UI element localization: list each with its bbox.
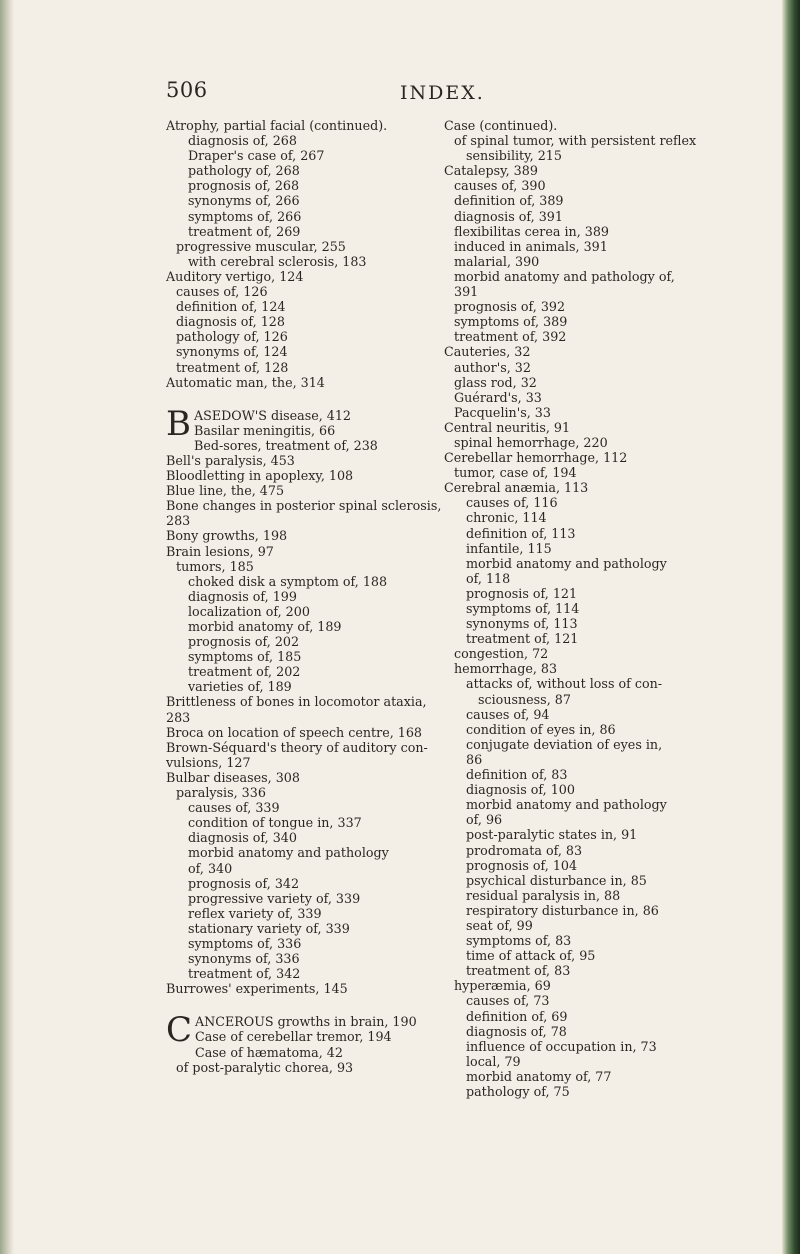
index-entry: hemorrhage, 83 bbox=[454, 661, 558, 677]
index-entry: influence of occupation in, 73 bbox=[466, 1038, 657, 1054]
index-entry: treatment of, 202 bbox=[188, 664, 301, 680]
index-entry: Bed-sores, treatment of, 238 bbox=[194, 437, 378, 453]
index-entry: Basilar meningitis, 66 bbox=[194, 422, 336, 438]
drop-cap: B bbox=[166, 403, 191, 444]
index-entry: flexibilitas cerea in, 389 bbox=[454, 223, 609, 239]
index-entry: causes of, 94 bbox=[466, 706, 550, 722]
index-entry: of, 118 bbox=[466, 570, 511, 586]
index-entry: stationary variety of, 339 bbox=[188, 920, 350, 936]
index-column-left bbox=[166, 118, 442, 1075]
index-entry: spinal hemorrhage, 220 bbox=[454, 434, 608, 450]
index-entry: Atrophy, partial facial (continued). bbox=[166, 118, 388, 133]
index-entry: diagnosis of, 391 bbox=[454, 208, 563, 224]
index-entry: definition of, 124 bbox=[176, 299, 286, 315]
index-entry: localization of, 200 bbox=[188, 603, 310, 619]
index-entry: prognosis of, 268 bbox=[188, 178, 300, 194]
index-entry: treatment of, 121 bbox=[466, 631, 579, 647]
index-entry: diagnosis of, 100 bbox=[466, 782, 575, 798]
index-entry: paralysis, 336 bbox=[176, 785, 266, 801]
index-entry: Cerebellar hemorrhage, 112 bbox=[444, 450, 628, 466]
index-entry: prognosis of, 202 bbox=[188, 634, 300, 650]
index-entry: conjugate deviation of eyes in, bbox=[466, 736, 663, 752]
index-entry: diagnosis of, 268 bbox=[188, 133, 297, 149]
index-entry: Draper's case of, 267 bbox=[188, 148, 325, 164]
index-entry: symptoms of, 114 bbox=[466, 601, 580, 616]
index-entry: causes of, 73 bbox=[466, 993, 550, 1009]
index-entry: treatment of, 342 bbox=[188, 966, 301, 982]
index-entry: Case of hæmatoma, 42 bbox=[195, 1044, 343, 1060]
index-entry: condition of tongue in, 337 bbox=[188, 815, 362, 831]
index-entry: morbid anatomy of, 77 bbox=[466, 1068, 612, 1084]
drop-cap: C bbox=[166, 1010, 193, 1051]
index-entry: treatment of, 128 bbox=[176, 359, 289, 375]
index-entry: seat of, 99 bbox=[466, 917, 533, 933]
index-entry: diagnosis of, 78 bbox=[466, 1023, 567, 1039]
index-entry: respiratory disturbance in, 86 bbox=[466, 902, 659, 918]
index-entry: morbid anatomy of, 189 bbox=[188, 619, 342, 634]
index-entry: hyperæmia, 69 bbox=[454, 978, 551, 994]
index-entry: diagnosis of, 199 bbox=[188, 588, 297, 604]
index-entry: 283 bbox=[166, 513, 191, 529]
index-entry: prognosis of, 121 bbox=[466, 585, 578, 601]
index-entry: 283 bbox=[166, 709, 191, 725]
index-entry: malarial, 390 bbox=[454, 253, 540, 269]
index-entry: psychical disturbance in, 85 bbox=[466, 872, 647, 888]
index-entry: of post-paralytic chorea, 93 bbox=[176, 1059, 354, 1075]
index-entry: post-paralytic states in, 91 bbox=[466, 827, 638, 843]
index-entry: of, 96 bbox=[466, 812, 503, 828]
index-entry: causes of, 126 bbox=[176, 284, 268, 300]
index-entry: treatment of, 392 bbox=[454, 329, 567, 345]
index-entry: morbid anatomy and pathology bbox=[188, 845, 389, 861]
index-entry: Bloodletting in apoplexy, 108 bbox=[166, 468, 354, 484]
index-entry: Brown-Séquard's theory of auditory con- bbox=[166, 739, 428, 755]
page-header bbox=[0, 78, 800, 108]
index-entry: treatment of, 83 bbox=[466, 963, 571, 979]
page-number: 506 bbox=[166, 78, 208, 102]
index-entry: Cerebral anæmia, 113 bbox=[444, 480, 589, 496]
index-entry: Central neuritis, 91 bbox=[444, 419, 571, 435]
index-entry: local, 79 bbox=[466, 1053, 521, 1069]
index-entry: causes of, 390 bbox=[454, 178, 546, 194]
section-gap bbox=[166, 390, 442, 408]
index-entry: synonyms of, 336 bbox=[188, 951, 300, 967]
index-entry: pathology of, 268 bbox=[188, 163, 300, 179]
index-entry: glass rod, 32 bbox=[454, 374, 537, 390]
index-entry: prodromata of, 83 bbox=[466, 842, 583, 858]
index-entry: induced in animals, 391 bbox=[454, 238, 608, 254]
index-entry: attacks of, without loss of con- bbox=[466, 676, 663, 692]
index-entry: Bulbar diseases, 308 bbox=[166, 769, 300, 785]
index-entry: of, 340 bbox=[188, 860, 233, 876]
index-entry: of spinal tumor, with persistent reflex bbox=[454, 133, 697, 149]
index-entry: chronic, 114 bbox=[466, 510, 547, 526]
index-entry: prognosis of, 104 bbox=[466, 857, 578, 873]
index-entry: definition of, 69 bbox=[466, 1008, 568, 1024]
book-edge-right bbox=[782, 0, 800, 1254]
index-entry: Brain lesions, 97 bbox=[166, 543, 274, 559]
index-entry: pathology of, 126 bbox=[176, 329, 288, 345]
index-entry: choked disk a symptom of, 188 bbox=[188, 573, 388, 589]
index-entry: definition of, 389 bbox=[454, 193, 564, 209]
index-entry: causes of, 116 bbox=[466, 495, 558, 511]
index-entry: Bony growths, 198 bbox=[166, 528, 288, 544]
index-entry: 86 bbox=[466, 751, 483, 767]
index-entry: Burrowes' experiments, 145 bbox=[166, 981, 348, 997]
index-entry: sensibility, 215 bbox=[466, 148, 562, 164]
index-entry: treatment of, 269 bbox=[188, 223, 301, 239]
index-entry: sciousness, 87 bbox=[478, 691, 571, 707]
index-entry: Brittleness of bones in locomotor ataxia, bbox=[166, 694, 427, 710]
index-entry: prognosis of, 342 bbox=[188, 875, 300, 891]
index-entry: Case of cerebellar tremor, 194 bbox=[195, 1029, 392, 1045]
index-entry: prognosis of, 392 bbox=[454, 299, 566, 315]
index-entry: with cerebral sclerosis, 183 bbox=[188, 253, 367, 269]
index-entry: time of attack of, 95 bbox=[466, 948, 596, 964]
index-entry: infantile, 115 bbox=[466, 540, 552, 556]
index-entry: Bone changes in posterior spinal sclerosis, bbox=[166, 498, 442, 514]
index-entry: Auditory vertigo, 124 bbox=[166, 268, 304, 284]
index-entry: vulsions, 127 bbox=[166, 754, 251, 770]
index-entry: diagnosis of, 128 bbox=[176, 314, 285, 330]
index-entry: tumor, case of, 194 bbox=[454, 465, 577, 481]
index-entry: progressive muscular, 255 bbox=[176, 238, 346, 254]
index-entry: Guérard's, 33 bbox=[454, 389, 542, 405]
index-entry: diagnosis of, 340 bbox=[188, 830, 297, 846]
index-entry: symptoms of, 336 bbox=[188, 935, 302, 951]
index-entry: Bell's paralysis, 453 bbox=[166, 452, 295, 468]
index-entry: symptoms of, 83 bbox=[466, 933, 572, 949]
index-entry: condition of eyes in, 86 bbox=[466, 721, 616, 737]
index-entry: symptoms of, 266 bbox=[188, 208, 302, 224]
index-entry: Blue line, the, 475 bbox=[166, 483, 285, 499]
index-entry: Automatic man, the, 314 bbox=[166, 374, 325, 390]
index-entry: varieties of, 189 bbox=[188, 679, 292, 695]
index-entry-text: ANCEROUS growths in brain, 190 bbox=[195, 1014, 417, 1030]
index-entry: author's, 32 bbox=[454, 359, 531, 375]
index-entry: definition of, 83 bbox=[466, 767, 568, 783]
index-entry: synonyms of, 266 bbox=[188, 193, 300, 209]
index-entry: Catalepsy, 389 bbox=[444, 163, 538, 179]
index-entry: morbid anatomy and pathology of, bbox=[454, 268, 675, 284]
index-entry: residual paralysis in, 88 bbox=[466, 887, 621, 903]
index-entry: reflex variety of, 339 bbox=[188, 905, 322, 921]
index-entry: synonyms of, 113 bbox=[466, 616, 578, 632]
index-entry: pathology of, 75 bbox=[466, 1084, 570, 1099]
index-entry: congestion, 72 bbox=[454, 646, 549, 662]
book-edge-left bbox=[0, 0, 14, 1254]
index-entry: synonyms of, 124 bbox=[176, 344, 288, 360]
index-entry: Broca on location of speech centre, 168 bbox=[166, 724, 423, 740]
index-entry: Case (continued). bbox=[444, 118, 558, 133]
section-gap bbox=[166, 996, 442, 1014]
index-entry: Pacquelin's, 33 bbox=[454, 404, 551, 420]
index-entry: symptoms of, 185 bbox=[188, 649, 302, 665]
index-entry: causes of, 339 bbox=[188, 800, 280, 816]
index-column-right bbox=[444, 118, 744, 1099]
index-entry: definition of, 113 bbox=[466, 525, 576, 541]
index-entry: 391 bbox=[454, 284, 479, 300]
index-entry: morbid anatomy and pathology bbox=[466, 555, 667, 571]
index-entry: morbid anatomy and pathology bbox=[466, 797, 667, 813]
index-entry: tumors, 185 bbox=[176, 558, 254, 574]
index-entry: progressive variety of, 339 bbox=[188, 890, 361, 906]
index-entry: Cauteries, 32 bbox=[444, 344, 531, 360]
index-entry: symptoms of, 389 bbox=[454, 314, 568, 330]
index-entry-text: ASEDOW'S disease, 412 bbox=[194, 407, 352, 423]
page-title: INDEX. bbox=[400, 82, 485, 104]
